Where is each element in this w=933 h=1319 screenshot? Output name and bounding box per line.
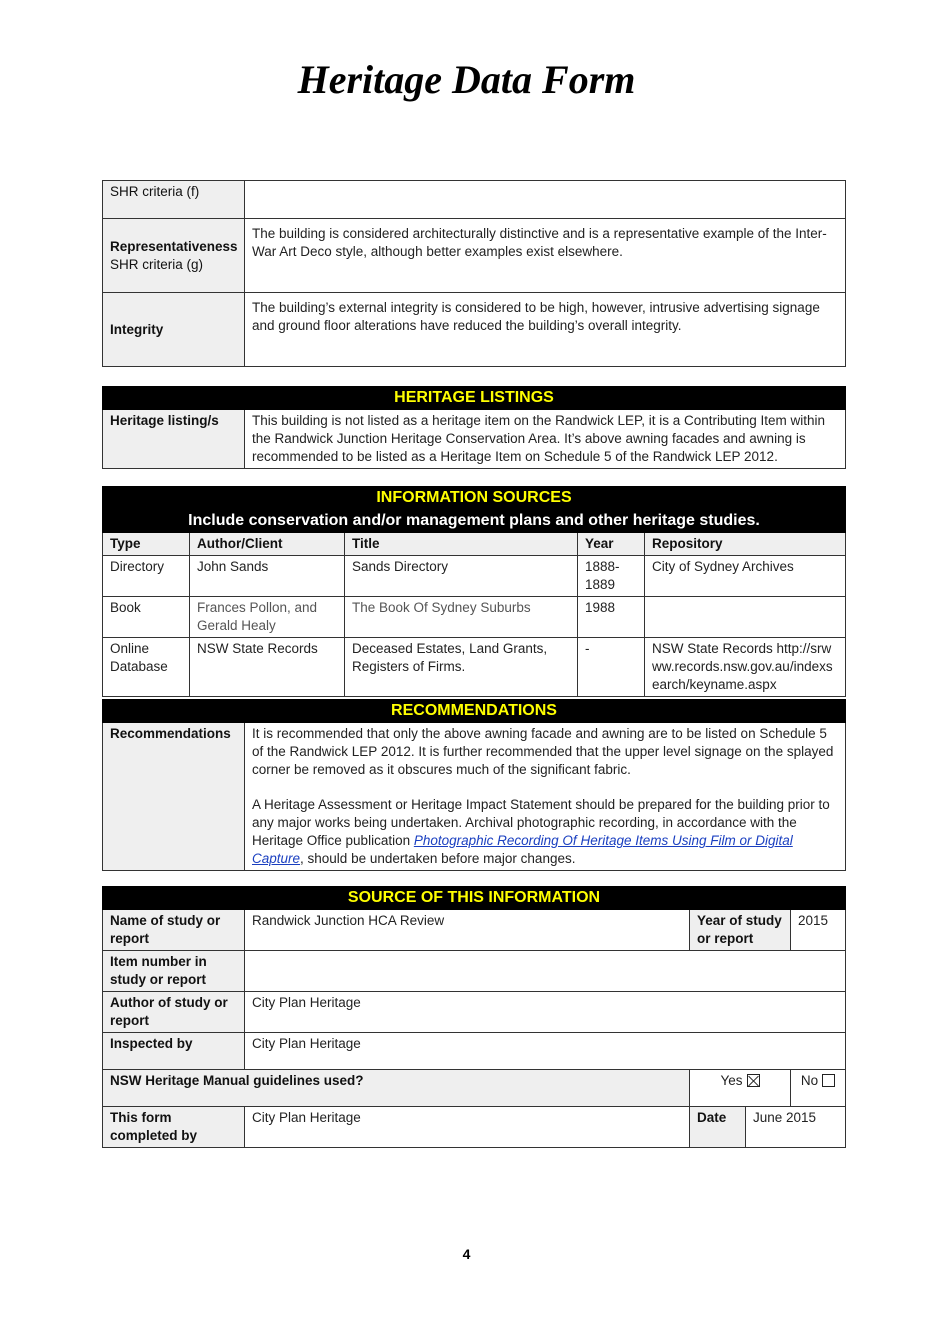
no-checkbox-icon[interactable] <box>822 1074 835 1087</box>
study-year-label: Year of study or report <box>690 910 791 951</box>
col-year: Year <box>578 533 645 556</box>
source-info-table <box>102 886 846 1148</box>
study-year-value: 2015 <box>791 910 846 951</box>
row-author: NSW State Records <box>190 638 345 697</box>
row-repository: City of Sydney Archives <box>645 556 846 597</box>
integrity-label: Integrity <box>103 293 245 367</box>
row-repository: NSW State Records http://srwww.records.nsw.gov.au/indexsearch/keyname.aspx <box>645 638 846 697</box>
heritage-listing-value: This building is not listed as a heritage item on the Randwick LEP, it is a Contributing Item within the Randwick Junction Heritage Conservation Area. It’s above awning facades and awning is recommended to be listed as a Heritage Item on Schedule 5 of the Randwick LEP 2012. <box>245 410 846 469</box>
study-name-label: Name of study or report <box>103 910 245 951</box>
representativeness-label: Representativeness SHR criteria (g) <box>103 219 245 293</box>
row-year: 1888-1889 <box>578 556 645 597</box>
no-label: No <box>800 1073 819 1088</box>
col-author: Author/Client <box>190 533 345 556</box>
completed-by-label: This form completed by <box>103 1107 245 1148</box>
table-row <box>103 556 846 597</box>
guidelines-yes <box>690 1070 791 1107</box>
col-title: Title <box>345 533 578 556</box>
integrity-value: The building’s external integrity is considered to be high, however, intrusive advertising signage and ground floor alterations have reduced the building’s overall integrity. <box>245 293 846 367</box>
study-author-label: Author of study or report <box>103 992 245 1033</box>
date-value: June 2015 <box>746 1107 846 1148</box>
guidelines-no <box>791 1070 846 1107</box>
table-row <box>103 597 846 638</box>
col-type: Type <box>103 533 190 556</box>
date-label: Date <box>690 1107 746 1148</box>
yes-checkbox-checked-icon[interactable] <box>747 1074 760 1087</box>
criteria-table <box>102 180 846 367</box>
shr-criteria-f-value <box>245 181 846 219</box>
item-number-label: Item number in study or report <box>103 951 245 992</box>
recommendations-para-2: A Heritage Assessment or Heritage Impact Statement should be prepared for the building prior to any major works being undertaken. Archival photographic recording, in accordance with the Heritage Office publication Photographic Recording Of Heritage Items Using Film or Digital Capture, should be undertaken before major changes. <box>252 797 830 866</box>
row-title: Deceased Estates, Land Grants, Registers of Firms. <box>345 638 578 697</box>
row-title: The Book Of Sydney Suburbs <box>345 597 578 638</box>
heritage-listings-table <box>102 386 846 469</box>
information-sources-table <box>102 486 846 697</box>
guidelines-label: NSW Heritage Manual guidelines used? <box>103 1070 690 1107</box>
inspected-by-label: Inspected by <box>103 1033 245 1070</box>
page-title: Heritage Data Form <box>297 57 636 102</box>
recommendations-value <box>245 723 846 871</box>
item-number-value <box>245 951 846 992</box>
row-type: Directory <box>103 556 190 597</box>
shr-criteria-f-label: SHR criteria (f) <box>103 181 245 219</box>
table-row <box>103 638 846 697</box>
recommendations-label: Recommendations <box>103 723 245 871</box>
recommendations-table <box>102 699 846 871</box>
row-type: Book <box>103 597 190 638</box>
row-author: John Sands <box>190 556 345 597</box>
information-sources-header: INFORMATION SOURCES <box>103 487 846 510</box>
representativeness-value: The building is considered architecturally distinctive and is a representative example of the Inter-War Art Deco style, although better examples exist elsewhere. <box>245 219 846 293</box>
heritage-listing-label: Heritage listing/s <box>103 410 245 469</box>
heritage-listings-header: HERITAGE LISTINGS <box>103 387 846 410</box>
row-type: Online Database <box>103 638 190 697</box>
row-author: Frances Pollon, and Gerald Healy <box>190 597 345 638</box>
source-info-header: SOURCE OF THIS INFORMATION <box>103 887 846 910</box>
row-title: Sands Directory <box>345 556 578 597</box>
study-author-value: City Plan Heritage <box>245 992 846 1033</box>
yes-label: Yes <box>720 1073 743 1088</box>
recommendations-para-1: It is recommended that only the above awning facade and awning are to be listed on Schedule 5 of the Randwick LEP 2012. It is further recommended that the upper level signage on the splayed corner be removed as it obscures much of the significant fabric. <box>252 726 834 777</box>
inspected-by-value: City Plan Heritage <box>245 1033 846 1070</box>
completed-by-value: City Plan Heritage <box>245 1107 690 1148</box>
row-repository <box>645 597 846 638</box>
study-name-value: Randwick Junction HCA Review <box>245 910 690 951</box>
publication-link[interactable]: Photographic Recording Of Heritage Items Using Film or Digital Capture <box>252 833 793 866</box>
page-number: 4 <box>462 1246 471 1262</box>
row-year: - <box>578 638 645 697</box>
recommendations-header: RECOMMENDATIONS <box>103 700 846 723</box>
row-year: 1988 <box>578 597 645 638</box>
information-sources-subheader: Include conservation and/or management plans and other heritage studies. <box>103 510 846 533</box>
col-repository: Repository <box>645 533 846 556</box>
